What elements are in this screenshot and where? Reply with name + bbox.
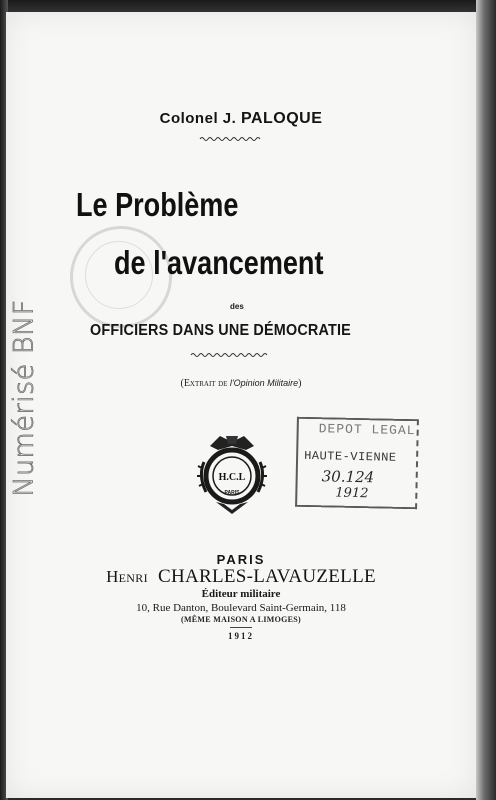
watermark-text: Numérisé BNF bbox=[8, 299, 40, 497]
author-rank-initial: Colonel J. bbox=[159, 110, 241, 127]
title-line-1: Le Problème bbox=[76, 186, 239, 223]
author-line bbox=[6, 110, 476, 128]
depot-stamp-year: 1912 bbox=[335, 485, 369, 502]
publisher-emblem-icon bbox=[196, 432, 268, 516]
emblem-initials: H.C.L bbox=[218, 472, 246, 483]
ornament-rule-middle bbox=[190, 352, 270, 358]
depot-legal-stamp bbox=[295, 417, 419, 510]
emblem-city: PARIS bbox=[224, 490, 240, 496]
depot-stamp-region: HAUTE-VIENNE bbox=[303, 448, 397, 465]
extract-label: Extrait de bbox=[183, 378, 228, 389]
title-connector: des bbox=[230, 302, 244, 311]
publisher-role: Éditeur militaire bbox=[201, 588, 281, 600]
scan-right-edge bbox=[476, 0, 496, 800]
depot-stamp-heading: DEPOT LEGAL bbox=[318, 421, 416, 439]
ornament-rule-top bbox=[199, 136, 261, 142]
publisher-address: 10, Rue Danton, Boulevard Saint-Germain, 118 bbox=[136, 602, 346, 614]
journal-name: l'Opinion Militaire bbox=[229, 378, 299, 388]
author-surname: PALOQUE bbox=[240, 110, 323, 127]
publisher-first-name: Henri bbox=[106, 567, 148, 586]
imprint-divider bbox=[230, 627, 252, 628]
title-line-2: de l'avancement bbox=[114, 244, 324, 281]
title-page bbox=[6, 12, 476, 798]
title-line-3: OFFICIERS DANS UNE DÉMOCRATIE bbox=[90, 322, 351, 339]
extract-note: (Extrait de l'Opinion Militaire) bbox=[180, 378, 302, 389]
publisher-name bbox=[6, 566, 476, 588]
bnf-watermark bbox=[8, 268, 40, 528]
publisher-branch: (MÊME MAISON A LIMOGES) bbox=[180, 615, 302, 624]
publisher-last-name: CHARLES-LAVAUZELLE bbox=[157, 566, 376, 587]
imprint-city: PARIS bbox=[216, 552, 266, 567]
publication-year: 1912 bbox=[228, 631, 254, 641]
depot-stamp-number: 30.124 bbox=[321, 467, 375, 487]
